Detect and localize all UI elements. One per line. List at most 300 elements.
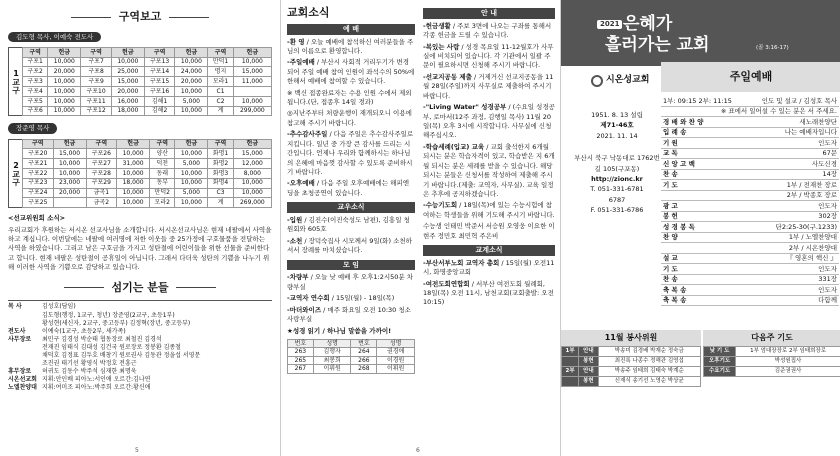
news-item-key: -오후예배 <box>287 179 315 188</box>
servant-row <box>562 356 701 366</box>
header-cell: 헌금 <box>175 139 208 149</box>
table-row <box>23 198 272 208</box>
table-cell: 299,000 <box>233 106 271 116</box>
order-item: 축 복 송 <box>663 285 687 294</box>
prayer-leader: 박성원집사 <box>736 356 840 366</box>
table-cell: 10,000 <box>48 87 81 97</box>
order-item: 찬 송 <box>663 170 678 179</box>
order-row <box>661 222 839 233</box>
staff-names: 김도형(행정, 1교구, 청년) 장준영(2교구, 초등1부) <box>42 311 175 319</box>
service-role: 안내 <box>579 347 598 357</box>
order-row <box>661 128 839 139</box>
table-cell: 김해2 <box>144 106 175 116</box>
bible-cell: 264 <box>351 348 377 357</box>
table-cell: 구포16 <box>144 87 175 97</box>
staff-row <box>8 344 272 352</box>
table-cell: 명지 <box>208 67 233 77</box>
news-item <box>423 43 555 71</box>
news-item <box>423 280 555 308</box>
order-item: 기 도 <box>663 180 678 189</box>
worship-times: 1부: 09:15 2부: 11:15 인도 및 설교 / 김성호 목사 <box>663 96 837 105</box>
staff-row <box>8 384 272 392</box>
staff-names: 허귀도 김동수 박주석 심재한 최명욱 <box>42 368 137 376</box>
news-item-text: 수능생 인태민 박준서 서승원 오영웅 이요한 이현주 정민호 최민혁 주은비 <box>423 222 555 240</box>
bible-table <box>287 339 415 374</box>
news-item-text: / 오늘 낮 예배 후 오후1:2시50분 차량부실 <box>287 273 414 291</box>
table-cell: 10,000 <box>48 106 81 116</box>
table-cell: 5,000 <box>175 159 208 169</box>
news-item <box>287 306 415 325</box>
staff-names: 지휘:안인배 피아노:서인애 오르간:김나연 <box>42 376 151 384</box>
table-cell: 화명3 <box>208 168 233 178</box>
table-cell: 구포25 <box>23 198 54 208</box>
table-cell: 15,000 <box>233 67 271 77</box>
table-cell: 구포15 <box>144 77 175 87</box>
denomination-items <box>423 259 555 308</box>
staff-row <box>8 328 272 336</box>
bible-cell: 이휘원 <box>377 365 415 374</box>
order-item: 찬 송 <box>663 275 678 284</box>
table-cell: 구포7 <box>81 57 112 67</box>
table-row <box>23 159 272 169</box>
news-item <box>423 201 555 220</box>
bible-cell: 번호 <box>288 339 314 348</box>
news-item-text: / 매주 화요일 오전 10:30 청소 사랑부실 <box>287 305 411 324</box>
district-1-table <box>8 47 272 117</box>
order-row <box>661 191 839 202</box>
prayer-row <box>704 366 840 376</box>
bible-cell: 263 <box>288 348 314 357</box>
table-row <box>23 67 272 77</box>
news-item-key: -환 영 <box>287 37 305 46</box>
staff-row <box>8 303 272 311</box>
district-report-title: 구역보고 <box>8 10 272 24</box>
order-detail: 2부 / 시온찬양대 <box>788 243 837 252</box>
table-row <box>23 106 272 116</box>
header-cell: 구역 <box>23 47 48 57</box>
header-cell: 헌금 <box>233 47 271 57</box>
news-item-text: / 18일(목)에 있는 수능시험에 참여하는 학생들을 위해 기도해 주시기 바랍니다. <box>423 201 555 219</box>
church-info: 1951. 8. 13 설립 제71-46호 2021. 11. 14 부산시 북구 낙동대로 1762번길 105(구포동) http://zionc.kr T. 051-331-6781 6787 F. 051-331-6786 <box>574 111 660 215</box>
prayer-slot: 수요기도 <box>704 366 736 376</box>
prayer-row <box>704 347 840 357</box>
news-item-text: / 교회 출석한지 6개월 되시는 분은 학습자격이 있고, 학습받은 지 6개월 되시는 분은 세례를 받을 수 있습니다. 해당되시는 분들은 신청서를 작성하여 제출해 주시기 바랍니다.(제출: 교역자, 사무실). 교육 일정은 추후에 공지하겠습니다. <box>423 142 555 198</box>
table-cell: 모라1 <box>208 77 233 87</box>
bible-cell: 267 <box>288 365 314 374</box>
table-cell: 15,000 <box>111 77 144 87</box>
servants-section: 11월 봉사위원 1부 안내 박송미 김경배 박재순 정숙금 봉헌 최진록 나종수 정해관 김영섭 2부 안내 박송주 임태희 김태숙 박계순 봉헌 신재식 송기선 노영순 박상균 <box>561 330 701 456</box>
staff-names: 이예숙(1교구, 초등2부, 새가족) <box>42 327 126 335</box>
news-item-text: / 다음 주일 오후예배에는 해피엔딩을 초청공연이 있습니다. <box>287 179 409 197</box>
table-cell: 20,000 <box>175 77 208 87</box>
worship-title: 주일예배 <box>661 62 840 92</box>
table-cell: 10,000 <box>233 188 271 198</box>
news-item-key: -수능기도회 <box>423 201 458 210</box>
news-item-key: -소천 <box>287 236 303 245</box>
header-cell: 헌금 <box>111 47 144 57</box>
table-row <box>23 188 272 198</box>
staff-role: 노엘찬양대 <box>8 384 37 392</box>
page-number: 6 <box>416 446 420 454</box>
prayer-leader: 김준권권사 <box>736 366 840 376</box>
order-row <box>661 264 839 275</box>
news-item-text: / 15일(월) 오전11시, 화명중앙교회 <box>423 258 555 277</box>
order-item: 기 도 <box>663 264 678 273</box>
header-cell: 구역 <box>208 47 233 57</box>
news-item-text: ※ 백신 접종완료자는 수용 인원 수에서 제외됩니다.(단, 접종후 14일 경과) <box>287 88 412 107</box>
order-item: 축 복 송 <box>663 296 687 305</box>
staff-names: 지휘:여미조 피아노:박주희 오르간:황신애 <box>42 384 151 392</box>
table-cell: 화명4 <box>208 178 233 188</box>
order-detail: 1부 / 노엘찬양대 <box>788 233 837 242</box>
staff-row <box>8 352 272 360</box>
news-right-column <box>421 0 557 310</box>
table-cell: 18,000 <box>117 178 150 188</box>
table-cell: 10,000 <box>175 149 208 159</box>
order-row <box>661 212 839 223</box>
order-row <box>661 201 839 212</box>
news-item <box>287 273 415 292</box>
table-cell: 31,000 <box>117 159 150 169</box>
header-cell: 헌금 <box>48 47 81 57</box>
prayer-slot: 낮 기 도 <box>704 347 736 357</box>
order-row <box>661 149 839 160</box>
staff-names: 조진권 태기선 황영식 박정호 전흥근 <box>42 360 137 368</box>
table-cell: 구포24 <box>23 188 54 198</box>
worship-items <box>287 38 415 199</box>
table-cell: 20,000 <box>111 87 144 97</box>
table-cell: 10,000 <box>175 198 208 208</box>
news-item-text: / 거제거신 선교지공동을 11월 28일(주일)까지 사무실로 제출하여 주시기 바랍니다. <box>423 72 554 100</box>
order-detail: 67문 <box>822 149 837 158</box>
table-cell: 10,000 <box>48 57 81 67</box>
order-detail: 인도자 <box>818 138 837 147</box>
table-cell: 구포4 <box>23 87 48 97</box>
staff-title: 섬기는 분들 <box>8 281 272 295</box>
table-cell: 10,000 <box>117 168 150 178</box>
header-cell: 구역 <box>144 47 175 57</box>
table-cell: 구포26 <box>86 149 117 159</box>
table-cell: 만덕2 <box>150 188 175 198</box>
service-role: 봉헌 <box>579 356 598 366</box>
table-cell: 10,000 <box>175 87 208 97</box>
news-item-key: -복있는 사람 <box>423 42 460 51</box>
news-item-text: / 성경 목요일 11-12월호가 사무실에 비치되어 있습니다. 각 기관에서 일괄 주문이 필요하시면 신청해 주시기 바랍니다. <box>423 42 554 70</box>
table-cell: C1 <box>208 87 233 97</box>
district-2-table <box>8 139 272 209</box>
leader-2: 장준영 목사 <box>8 121 272 135</box>
table-cell: 구포29 <box>86 178 117 188</box>
table-cell: 모라2 <box>150 198 175 208</box>
mission-news: <선교위원회 소식> 우리교회가 후원하는 서시온 선교사님을 소개합니다. 서시온선교사님은 현재 네팔에서 사역을 하고 계십니다. 이번달에는 네팔에 여러명에 저한 이웃들 중 25가정에 구호물품을 전달하는 사역을 하였습니다. 그리고 남은 구호금을 가지고 성탄절에 어린이들을 위한 선물을 준비한다고 합니다. 현재 네팔은 성탄절이 공휴일이 아닙니다. 그래서 다더욱 성탄의 기쁨을 나누기 위해 이러한 사역을 기쁨으로 감당하고 있습니다. <box>8 214 272 272</box>
news-item <box>287 89 415 108</box>
table-cell: 구포21 <box>23 159 54 169</box>
bible-cell: 이경원 <box>377 356 415 365</box>
order-item: 입 례 송 <box>663 128 687 137</box>
prayer-row <box>704 356 840 366</box>
table-cell: 10,000 <box>117 188 150 198</box>
bible-cell: 성명 <box>377 339 415 348</box>
service-part: 1부 <box>562 347 579 357</box>
table-cell: 15,000 <box>53 149 86 159</box>
table-row <box>23 77 272 87</box>
table-cell: 10,000 <box>117 149 150 159</box>
bible-cell: 최봉희 <box>313 356 351 365</box>
news-item <box>423 73 555 101</box>
prayer-leader: 1부 엄대장장로 2부 임태희장로 <box>736 347 840 357</box>
table-cell: 덕천 <box>150 159 175 169</box>
offering-table-1 <box>22 47 272 117</box>
bible-row <box>288 348 415 357</box>
worship-order <box>661 96 839 306</box>
order-row <box>661 117 839 128</box>
staff-role <box>8 312 38 320</box>
staff-row <box>8 312 272 320</box>
table-cell: 15,000 <box>233 149 271 159</box>
staff-role: 사무장로 <box>8 335 32 343</box>
order-row <box>661 138 839 149</box>
news-item <box>287 130 415 177</box>
order-detail: 1부 / 전재찬 장로 <box>786 180 837 189</box>
table-cell: 구포20 <box>23 149 54 159</box>
news-item <box>287 179 415 198</box>
order-item: 봉 헌 <box>663 212 678 221</box>
order-detail: 302장 <box>818 212 837 221</box>
order-detail: 『 영혼의 핵신 』 <box>786 254 837 263</box>
order-row <box>661 296 839 307</box>
page-district-report <box>0 0 280 456</box>
bible-title: ★성경 읽기 / 하나님 말씀을 가까이! <box>287 326 392 335</box>
table-cell: 구포14 <box>144 67 175 77</box>
order-detail: 다함께 <box>818 296 837 305</box>
news-item <box>287 237 415 256</box>
order-row <box>661 285 839 296</box>
staff-list <box>8 300 272 392</box>
table-cell: 25,000 <box>111 67 144 77</box>
order-row <box>661 180 839 191</box>
table-row <box>23 57 272 67</box>
prayer-slot: 오후기도 <box>704 356 736 366</box>
table-cell: 구포8 <box>81 67 112 77</box>
table-cell: 구포2 <box>23 67 48 77</box>
table-cell: 5,000 <box>175 188 208 198</box>
news-item-key: -부산서부노회 교역자 총회 <box>423 258 500 267</box>
order-detail: 331장 <box>818 275 837 284</box>
table-cell: 10,000 <box>233 57 271 67</box>
church-news-title: 교회소식 <box>287 6 330 19</box>
order-row <box>661 159 839 170</box>
table-cell: 구포13 <box>144 57 175 67</box>
news-item <box>287 216 415 235</box>
order-detail: ※ 표에서 일어설 수 있는 분은 서 주세요. <box>720 107 837 116</box>
bible-row <box>288 339 415 348</box>
bible-cell: 번호 <box>351 339 377 348</box>
table-cell: 20,000 <box>48 67 81 77</box>
leader-1: 김도형 목사, 이예숙 전도사 <box>8 30 272 44</box>
staff-names: 황성현(새신자, 2교구, 중고등부) 김정혁(장년, 중고등부) <box>42 319 191 327</box>
table-cell: 10,000 <box>111 57 144 67</box>
table-cell: 23,000 <box>53 178 86 188</box>
bible-cell: 268 <box>351 365 377 374</box>
order-detail: 인도자 <box>818 264 837 273</box>
news-item <box>423 259 555 278</box>
order-row <box>661 233 839 244</box>
order-row <box>661 254 839 265</box>
table-cell: 구포9 <box>81 77 112 87</box>
table-cell: C3 <box>208 188 233 198</box>
bible-cell: 성명 <box>313 339 351 348</box>
table-cell: 금곡1 <box>86 188 117 198</box>
service-part <box>562 356 579 366</box>
news-item <box>423 143 555 200</box>
table-cell: 동래 <box>150 168 175 178</box>
table-cell: 계 <box>208 106 233 116</box>
table-cell: 269,000 <box>233 198 271 208</box>
table-cell: 10,000 <box>233 96 271 106</box>
order-item: 기 원 <box>663 138 678 147</box>
table-cell: 구포1 <box>23 57 48 67</box>
table-header-row <box>23 47 272 57</box>
staff-role <box>8 352 38 360</box>
table-cell: 10,000 <box>175 106 208 116</box>
staff-role <box>8 344 38 352</box>
year-badge: 2021 <box>597 20 622 29</box>
member-news-bar: 교우소식 <box>287 202 415 213</box>
news-item-key: -헌금생활 <box>423 21 451 30</box>
table-cell: 구포11 <box>81 96 112 106</box>
servant-names: 신재식 송기선 노영순 박상균 <box>598 376 700 386</box>
news-left-column <box>285 0 417 374</box>
servant-names: 박송주 임태희 김태숙 박계순 <box>598 366 700 376</box>
page-cover <box>560 0 840 456</box>
offering-table-2 <box>22 139 272 209</box>
table-row <box>23 178 272 188</box>
order-detail: 사도신경 <box>811 159 837 168</box>
cover-banner <box>561 0 840 66</box>
table-cell: 18,000 <box>111 106 144 116</box>
table-cell: 10,000 <box>175 178 208 188</box>
staff-role: 휴무장로 <box>8 368 32 376</box>
table-cell: 10,000 <box>117 198 150 208</box>
table-cell: 10,000 <box>233 178 271 188</box>
order-row <box>661 170 839 181</box>
staff-role <box>8 320 38 328</box>
table-cell: 계 <box>208 198 233 208</box>
news-item-text: / 부산시 사회적 거리두기가 변경되어 주일 예배 참여 인원이 좌석수의 50%에 한해서 예배에 참여할 수 있습니다. <box>287 58 415 86</box>
header-cell: 구역 <box>86 139 117 149</box>
news-item-text: ◎지난주부터 처량운행이 재개되오니 이용에 참고해 주시기 바랍니다. <box>287 109 412 127</box>
bible-row <box>288 365 415 374</box>
news-item-text: / 15일(월) - 18일(목) <box>329 294 395 303</box>
order-detail: 인도자 <box>818 285 837 294</box>
staff-row <box>8 360 272 368</box>
meeting-items <box>287 273 415 324</box>
servant-names: 박송미 김경배 박재순 정숙금 <box>598 347 700 357</box>
table-cell: 10,000 <box>175 57 208 67</box>
service-part: 2부 <box>562 366 579 376</box>
table-cell: 구포22 <box>23 168 54 178</box>
table-cell: 만덕1 <box>208 57 233 67</box>
bible-cell: 이휘원 <box>313 365 351 374</box>
table-cell: 구포23 <box>23 178 54 188</box>
order-item: 광 고 <box>663 201 678 210</box>
news-item-key: -선교지공동 제출 <box>423 72 472 81</box>
staff-row <box>8 320 272 328</box>
news-item <box>423 103 555 141</box>
staff-row <box>8 336 272 344</box>
cover-title-1: 은혜가 <box>623 14 673 34</box>
table-cell: 16,000 <box>111 96 144 106</box>
order-detail: 단2:25-30(구.1233) <box>775 222 837 231</box>
table-row <box>23 87 272 97</box>
news-item <box>287 109 415 128</box>
news-item-text: / 장덕숙집사 시모께서 9일(화) 소천하셔서 장례를 마치셨습니다. <box>287 236 412 255</box>
table-cell: 10,000 <box>48 96 81 106</box>
news-item-key: -차량부 <box>287 273 309 282</box>
header-cell: 헌금 <box>233 139 271 149</box>
church-logo-icon <box>591 75 603 87</box>
staff-names: 김성호(담임) <box>42 303 76 311</box>
header-cell: 헌금 <box>117 139 150 149</box>
table-cell: 구포5 <box>23 96 48 106</box>
order-detail: 나는 예배자입니다 <box>784 128 837 137</box>
news-item-text: / 김진수(이진숙성도 남편), 김홍일 청원회와 605호 <box>287 216 410 234</box>
header-cell: 구역 <box>208 139 233 149</box>
cover-title-2: 흘러가는 교회 <box>605 35 710 55</box>
news-item-key: -추수감사주일 <box>287 130 328 139</box>
denomination-bar: 교계소식 <box>423 245 555 256</box>
table-cell: 구포27 <box>86 159 117 169</box>
table-cell: 구포6 <box>23 106 48 116</box>
order-item: 성 경 봉 독 <box>663 222 695 231</box>
table-header-row <box>23 139 272 149</box>
news-item-key: -교역자 연수회 <box>287 294 330 303</box>
news-item <box>287 38 415 57</box>
news-item <box>423 22 555 41</box>
order-detail: 2부 / 박종호 장로 <box>786 191 837 200</box>
news-item-key: -여전도회연합회 <box>423 279 470 288</box>
table-cell: 구포12 <box>81 106 112 116</box>
notice-bar: 안 내 <box>423 8 555 19</box>
meeting-bar: 모 임 <box>287 260 415 271</box>
news-item-text: / (수요일 성경공부, 로마서(12주 과정, 김행일 목사) 11월 20일(목) 오후 3시에 시작합니다. 사무실에 신청해주십시오. <box>423 103 555 140</box>
bible-cell: 김행자 <box>313 348 351 357</box>
header-cell: 헌금 <box>175 47 208 57</box>
table-row <box>23 96 272 106</box>
table-cell: 화명1 <box>208 149 233 159</box>
order-detail: 인도자 <box>818 201 837 210</box>
table-cell <box>53 198 86 208</box>
order-item: 설 교 <box>663 254 678 263</box>
table-cell: 20,000 <box>53 188 86 198</box>
order-row <box>661 275 839 286</box>
servant-names: 최진록 나종수 정해관 김영섭 <box>598 356 700 366</box>
order-item: 찬 양 <box>663 233 678 242</box>
service-part <box>562 376 579 386</box>
table-cell: 24,000 <box>175 67 208 77</box>
table-cell: 양산 <box>150 149 175 159</box>
staff-names: 채덕호 김정표 김두호 배창기 원로권사 김동관 정을섭 서영문 <box>42 352 201 359</box>
bible-cell: 265 <box>288 356 314 365</box>
news-item <box>287 58 415 86</box>
header-cell: 구역 <box>150 139 175 149</box>
table-cell: 10,000 <box>53 168 86 178</box>
verse-reference: (골 3:16-17) <box>756 45 789 51</box>
news-item-text: / 오늘 예배에 참석하신 여러분들을 주님의 이름으로 환영합니다. <box>287 37 414 55</box>
staff-names: 최민구 김경성 박순태 협동장로 최철진 김경석 <box>42 335 162 343</box>
table-cell <box>233 87 271 97</box>
news-item-key: -마더와이즈 <box>287 305 322 314</box>
